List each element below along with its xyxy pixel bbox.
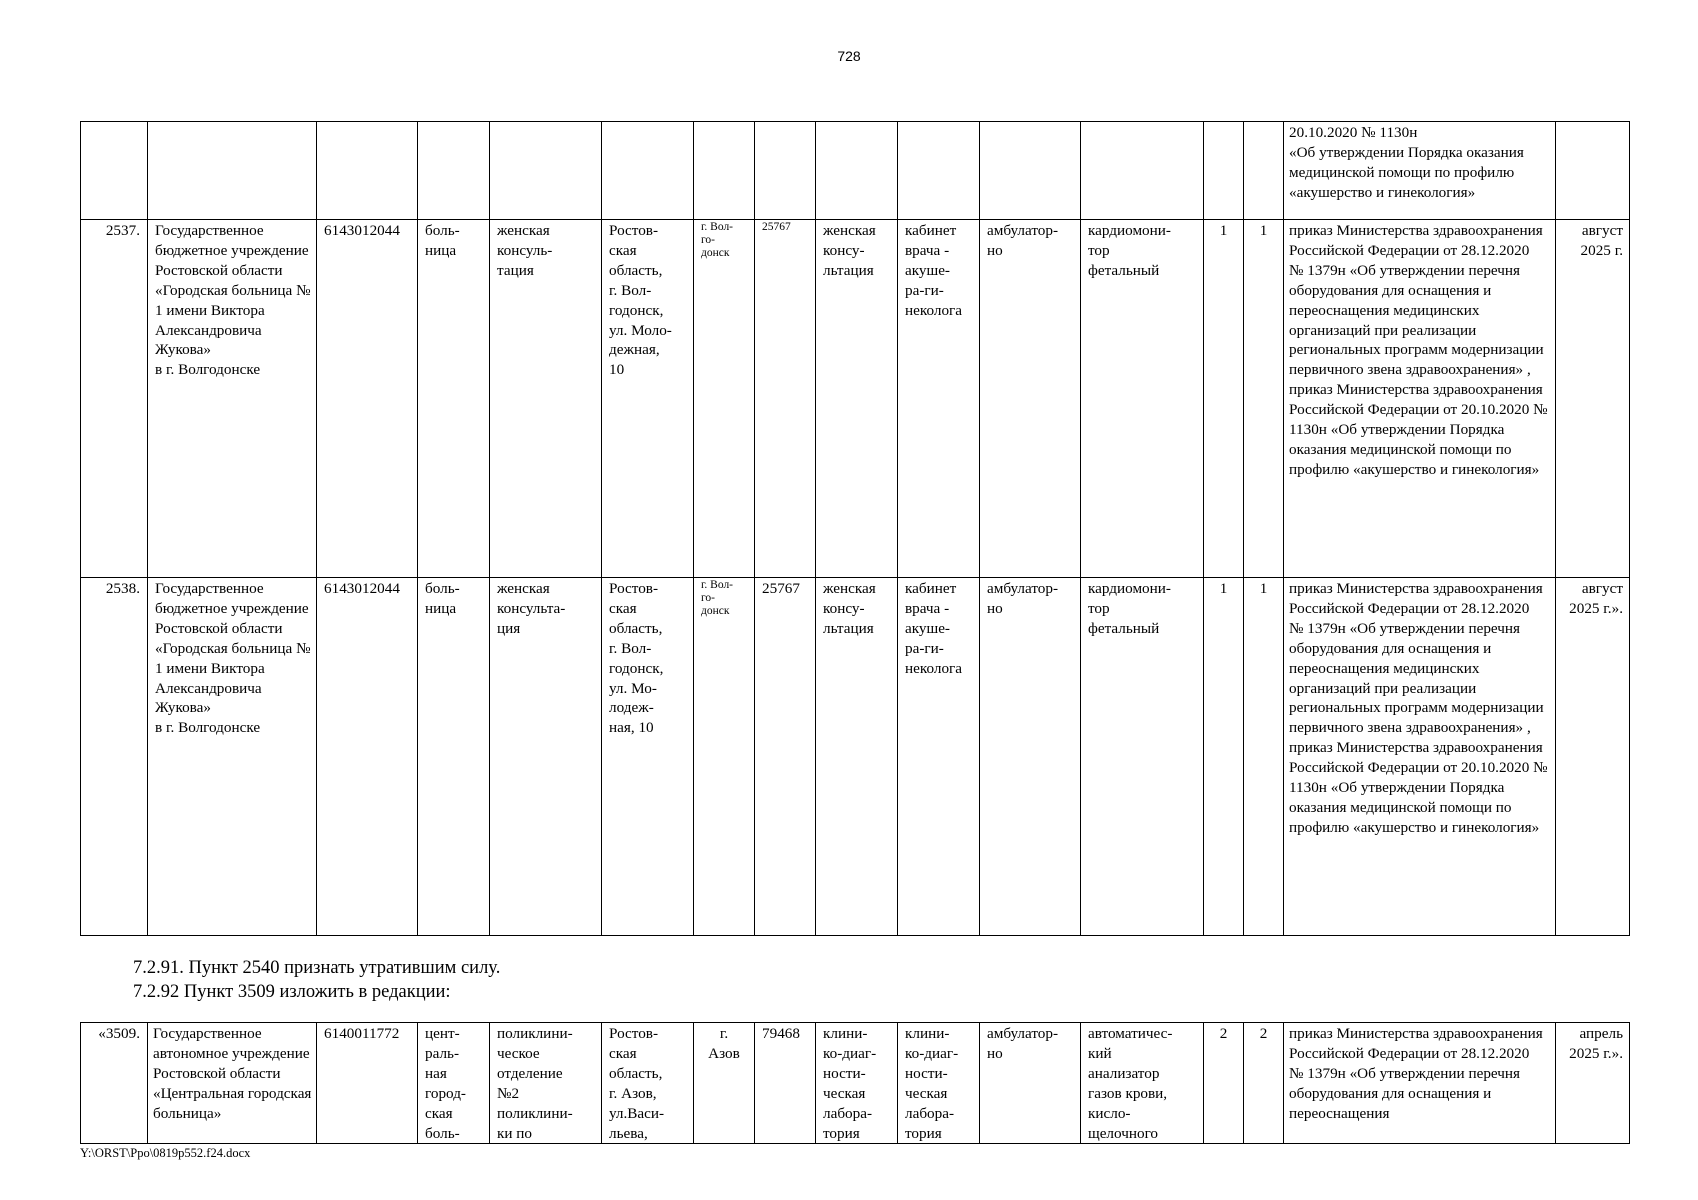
cell-number xyxy=(81,122,148,220)
cell-oktmo: 25767 xyxy=(755,220,816,578)
cell-cabinet: клини- ко-диаг- ности- ческая лабора- тория xyxy=(898,1023,980,1144)
cell-address: Ростов- ская область, г. Вол- годонск, ул. Моло- дежная, 10 xyxy=(602,220,694,578)
cell-locality: г. Азов xyxy=(694,1023,755,1144)
cell-org-type xyxy=(418,122,490,220)
cell-address: Ростов- ская область, г. Вол- годонск, ул. Мо- лодеж- ная, 10 xyxy=(602,578,694,936)
cell-date: апрель 2025 г.». xyxy=(1556,1023,1630,1144)
cell-qty-planned: 2 xyxy=(1244,1023,1284,1144)
cell-division xyxy=(490,122,602,220)
cell-qty-required: 1 xyxy=(1204,578,1244,936)
cell-cabinet: кабинет врача - акуше- ра-ги- неколога xyxy=(898,220,980,578)
cell-unit xyxy=(816,122,898,220)
cell-number: 2538. xyxy=(81,578,148,936)
cell-care-form: амбулатор- но xyxy=(980,220,1081,578)
cell-inn xyxy=(317,122,418,220)
cell-division: женская консульта- ция xyxy=(490,578,602,936)
cell-care-form xyxy=(980,122,1081,220)
table-row xyxy=(81,1023,1630,1144)
cell-legal-basis: приказ Министерства здравоохранения Российской Федерации от 28.12.2020 № 1379н «Об утверждении перечня оборудования для оснащения и переоснащения медицинских организаций при реализации региональных программ модернизации первичного звена здравоохранения» , приказ Министерства здравоохранения Российской Федерации от 20.10.2020 № 1130н «Об утверждении Порядка оказания медицинской помощи по профилю «акушерство и гинекология» xyxy=(1284,578,1556,936)
cell-qty-planned xyxy=(1244,122,1284,220)
page-number: 728 xyxy=(837,48,861,64)
registry-table-top xyxy=(80,121,1630,936)
cell-address xyxy=(602,122,694,220)
cell-legal-basis: приказ Министерства здравоохранения Российской Федерации от 28.12.2020 № 1379н «Об утверждении перечня оборудования для оснащения и переоснащения медицинских организаций при реализации региональных программ модернизации первичного звена здравоохранения» , приказ Министерства здравоохранения Российской Федерации от 20.10.2020 № 1130н «Об утверждении Порядка оказания медицинской помощи по профилю «акушерство и гинекология» xyxy=(1284,220,1556,578)
clause-7-2-91: 7.2.91. Пункт 2540 признать утратившим силу. xyxy=(133,958,501,978)
cell-equipment xyxy=(1081,122,1204,220)
cell-organization: Государственное бюджетное учреждение Ростовской области «Городская больница № 1 имени Виктора Александровича Жукова» в г. Волгодонске xyxy=(148,220,317,578)
cell-address: Ростов- ская область, г. Азов, ул.Васи- льева, xyxy=(602,1023,694,1144)
cell-qty-planned: 1 xyxy=(1244,578,1284,936)
cell-inn: 6140011772 xyxy=(317,1023,418,1144)
cell-cabinet: кабинет врача - акуше- ра-ги- неколога xyxy=(898,578,980,936)
cell-org-type: боль- ница xyxy=(418,578,490,936)
cell-locality: г. Вол- го- донск xyxy=(694,220,755,578)
cell-equipment: кардиомони- тор фетальный xyxy=(1081,578,1204,936)
cell-inn: 6143012044 xyxy=(317,578,418,936)
cell-organization xyxy=(148,122,317,220)
clause-7-2-92: 7.2.92 Пункт 3509 изложить в редакции: xyxy=(133,982,451,1002)
cell-unit: женская консу- льтация xyxy=(816,578,898,936)
cell-care-form: амбулатор- но xyxy=(980,1023,1081,1144)
cell-organization: Государственное автономное учреждение Ростовской области «Центральная городская больница» xyxy=(148,1023,317,1144)
cell-org-type: боль- ница xyxy=(418,220,490,578)
registry-table-bottom xyxy=(80,1022,1630,1144)
cell-qty-required: 1 xyxy=(1204,220,1244,578)
cell-number: 2537. xyxy=(81,220,148,578)
cell-qty-required xyxy=(1204,122,1244,220)
cell-locality: г. Вол- го- донск xyxy=(694,578,755,936)
cell-organization: Государственное бюджетное учреждение Ростовской области «Городская больница № 1 имени Виктора Александровича Жукова» в г. Волгодонске xyxy=(148,578,317,936)
cell-unit: женская консу- льтация xyxy=(816,220,898,578)
cell-org-type: цент- раль- ная город- ская боль- xyxy=(418,1023,490,1144)
cell-equipment: кардиомони- тор фетальный xyxy=(1081,220,1204,578)
cell-oktmo: 79468 xyxy=(755,1023,816,1144)
cell-date xyxy=(1556,122,1630,220)
cell-number: «3509. xyxy=(81,1023,148,1144)
cell-legal-basis: 20.10.2020 № 1130н «Об утверждении Порядка оказания медицинской помощи по профилю «акушерство и гинекология» xyxy=(1284,122,1556,220)
cell-oktmo: 25767 xyxy=(755,578,816,936)
cell-oktmo xyxy=(755,122,816,220)
cell-date: август 2025 г.». xyxy=(1556,578,1630,936)
cell-care-form: амбулатор- но xyxy=(980,578,1081,936)
cell-qty-required: 2 xyxy=(1204,1023,1244,1144)
cell-division: женская консуль- тация xyxy=(490,220,602,578)
cell-qty-planned: 1 xyxy=(1244,220,1284,578)
cell-legal-basis: приказ Министерства здравоохранения Российской Федерации от 28.12.2020 № 1379н «Об утверждении перечня оборудования для оснащения и переоснащения xyxy=(1284,1023,1556,1144)
cell-date: август 2025 г. xyxy=(1556,220,1630,578)
cell-equipment: автоматичес- кий анализатор газов крови, кисло- щелочного xyxy=(1081,1023,1204,1144)
table-row xyxy=(81,578,1630,936)
cell-cabinet xyxy=(898,122,980,220)
cell-unit: клини- ко-диаг- ности- ческая лабора- тория xyxy=(816,1023,898,1144)
cell-locality xyxy=(694,122,755,220)
cell-inn: 6143012044 xyxy=(317,220,418,578)
cell-division: поликлини- ческое отделение №2 поликлини- ки по xyxy=(490,1023,602,1144)
footer-file-path: Y:\ORST\Ppo\0819p552.f24.docx xyxy=(80,1146,251,1160)
table-row xyxy=(81,220,1630,578)
table-row xyxy=(81,122,1630,220)
